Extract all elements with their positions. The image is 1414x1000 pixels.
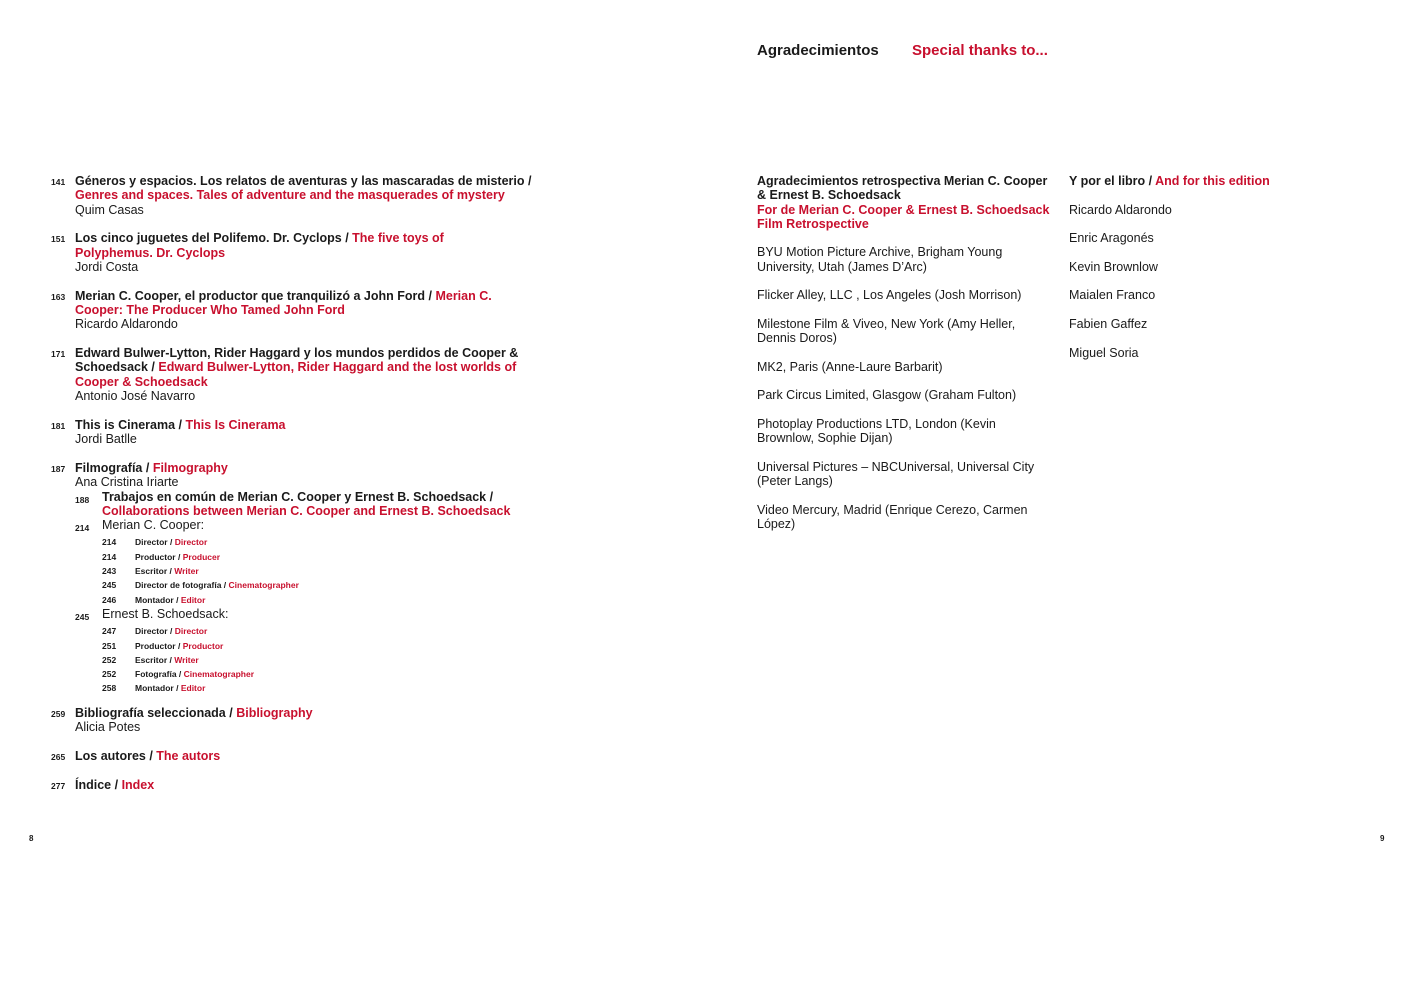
page-number: 214 xyxy=(102,537,117,548)
role-item[interactable] xyxy=(75,564,571,578)
role-es: Director / xyxy=(135,626,173,637)
role-item[interactable] xyxy=(75,639,571,653)
page-number: 246 xyxy=(102,594,117,605)
thanks-item: Flicker Alley, LLC , Los Angeles (Josh Morrison) xyxy=(757,288,1022,303)
thanks-item: Photoplay Productions LTD, London (Kevin Brownlow, Sophie Dijan) xyxy=(757,417,996,446)
toc-subentry-schoedsack[interactable] xyxy=(75,607,571,624)
thanks-item: MK2, Paris (Anne-Laure Barbarit) xyxy=(757,359,943,374)
role-item[interactable] xyxy=(75,667,571,681)
entry-title: This is Cinerama / xyxy=(75,417,182,432)
page-number: 214 xyxy=(102,551,117,562)
page-number: 252 xyxy=(102,654,117,665)
role-es: Escritor / xyxy=(135,566,172,577)
role-en: Writer xyxy=(174,654,199,665)
page-number: 277 xyxy=(51,780,66,791)
role-en: Producer xyxy=(182,551,221,562)
retro-title: Agradecimientos retrospectiva Merian C. Cooper & Ernest B. Schoedsack xyxy=(757,174,1048,203)
thanks-heading: Agradecimientos xyxy=(757,42,879,59)
thanks-item: Ricardo Aldarondo xyxy=(1069,202,1172,217)
entry-title: Géneros y espacios. Los relatos de aventuras y las mascaradas de misterio / xyxy=(75,174,532,188)
toc-entry-filmography[interactable] xyxy=(51,461,571,696)
toc-entry[interactable] xyxy=(51,174,571,217)
thanks-heading-en: Special thanks to... xyxy=(912,42,1048,59)
role-es: Director / xyxy=(135,537,173,548)
entry-title-en: The autors xyxy=(156,748,221,763)
entry-author: Ana Cristina Iriarte xyxy=(75,475,179,490)
page-number: 252 xyxy=(102,669,117,680)
page-number: 187 xyxy=(51,463,66,474)
role-item[interactable] xyxy=(75,681,571,695)
page-number: 259 xyxy=(51,708,66,719)
entry-title: Filmografía / xyxy=(75,460,150,475)
book-title: Y por el libro / xyxy=(1069,174,1153,188)
retrospective-thanks xyxy=(757,174,1053,546)
entry-author: Quim Casas xyxy=(75,202,144,217)
role-en: Cinematographer xyxy=(183,669,255,680)
role-en: Productor xyxy=(182,640,224,651)
entry-title: Merian C. Cooper, el productor que tranquilizó a John Ford / xyxy=(75,288,432,303)
page-number: 151 xyxy=(51,234,66,245)
role-en: Editor xyxy=(180,683,206,694)
entry-title: Índice / xyxy=(75,777,119,792)
retro-title-en: For de Merian C. Cooper & Ernest B. Schoedsack Film Retrospective xyxy=(757,202,1050,231)
toc-entry[interactable] xyxy=(51,706,571,735)
role-en: Cinematographer xyxy=(228,580,299,591)
entry-title-en: Index xyxy=(121,777,155,792)
thanks-item: Park Circus Limited, Glasgow (Graham Fulton) xyxy=(757,388,1017,403)
page-number: 214 xyxy=(75,523,90,534)
role-en: Director xyxy=(174,537,208,548)
thanks-item: Video Mercury, Madrid (Enrique Cerezo, Carmen López) xyxy=(757,502,1028,532)
book-title-en: And for this edition xyxy=(1155,174,1270,188)
page-number: 245 xyxy=(75,611,90,622)
cooper-role-list xyxy=(75,535,571,606)
thanks-item: BYU Motion Picture Archive, Brigham Young University, Utah (James D’Arc) xyxy=(757,245,1003,274)
entry-title-en: Edward Bulwer-Lytton, Rider Haggard and the lost worlds of Cooper & Schoedsack xyxy=(75,360,517,389)
thanks-item: Fabien Gaffez xyxy=(1069,316,1148,331)
role-item[interactable] xyxy=(75,624,571,638)
role-es: Productor / xyxy=(135,551,181,562)
entry-title-en: This Is Cinerama xyxy=(185,417,286,432)
role-es: Escritor / xyxy=(135,654,172,665)
role-en: Writer xyxy=(174,566,199,577)
table-of-contents xyxy=(51,174,571,806)
toc-subentry-cooper[interactable] xyxy=(75,518,571,535)
page-number: 258 xyxy=(102,683,117,694)
entry-author: Antonio José Navarro xyxy=(75,389,196,404)
role-es: Fotografía / xyxy=(135,669,182,680)
entry-author: Alicia Potes xyxy=(75,720,141,734)
entry-title: Los cinco juguetes del Polifemo. Dr. Cyclops / xyxy=(75,231,349,246)
toc-entry[interactable] xyxy=(51,346,571,403)
page-number: 247 xyxy=(102,626,117,637)
entry-title: Los autores / xyxy=(75,748,153,763)
toc-subentry-collaborations[interactable] xyxy=(75,490,571,519)
page-number: 163 xyxy=(51,291,66,302)
thanks-item: Miguel Soria xyxy=(1069,345,1139,360)
role-es: Director de fotografía / xyxy=(135,580,227,591)
entry-author: Ricardo Aldarondo xyxy=(75,317,178,332)
subentry-title: Ernest B. Schoedsack: xyxy=(102,606,229,621)
toc-entry[interactable] xyxy=(51,778,571,792)
entry-title-en: Merian C. Cooper: The Producer Who Tamed John Ford xyxy=(75,288,492,318)
toc-entry[interactable] xyxy=(51,749,571,763)
role-es: Montador / xyxy=(135,594,179,605)
page-number: 181 xyxy=(51,420,66,431)
page-number: 171 xyxy=(51,349,66,360)
page-number: 141 xyxy=(51,177,66,187)
thanks-item: Kevin Brownlow xyxy=(1069,259,1158,274)
entry-author: Jordi Batlle xyxy=(75,432,137,447)
page-number: 188 xyxy=(75,494,90,505)
entry-title-en: The five toys of Polyphemus. Dr. Cyclops xyxy=(75,231,444,260)
book-thanks xyxy=(1069,174,1319,374)
role-item[interactable] xyxy=(75,653,571,667)
thanks-item: Universal Pictures – NBCUniversal, Universal City (Peter Langs) xyxy=(757,459,1035,489)
thanks-item: Milestone Film & Viveo, New York (Amy Heller, Dennis Doros) xyxy=(757,316,1016,346)
role-item[interactable] xyxy=(75,550,571,564)
folio-right: 9 xyxy=(1380,834,1385,843)
entry-title-en: Filmography xyxy=(152,460,228,475)
role-es: Montador / xyxy=(135,683,179,694)
role-es: Productor / xyxy=(135,640,181,651)
entry-author: Jordi Costa xyxy=(75,259,139,274)
page-number: 243 xyxy=(102,566,117,577)
role-item[interactable] xyxy=(75,535,571,549)
page-number: 265 xyxy=(51,751,66,762)
role-en: Director xyxy=(174,626,208,637)
entry-title: Bibliografía seleccionada / xyxy=(75,705,233,720)
role-item[interactable] xyxy=(75,593,571,607)
subentry-title-en: Collaborations between Merian C. Cooper and Ernest B. Schoedsack xyxy=(102,503,511,518)
thanks-item: Enric Aragonés xyxy=(1069,231,1154,246)
schoedsack-role-list xyxy=(75,624,571,695)
entry-title-en: Genres and spaces. Tales of adventure and the masquerades of mystery xyxy=(75,188,505,203)
role-item[interactable] xyxy=(75,578,571,592)
entry-title: Edward Bulwer-Lytton, Rider Haggard y los mundos perdidos de Cooper & Schoedsack / xyxy=(75,346,519,375)
page-number: 245 xyxy=(102,580,117,591)
subentry-title: Merian C. Cooper: xyxy=(102,518,205,533)
subentry-title: Trabajos en común de Merian C. Cooper y Ernest B. Schoedsack / xyxy=(102,489,494,504)
folio-left: 8 xyxy=(29,834,34,843)
page-number: 251 xyxy=(102,640,117,651)
toc-entry[interactable] xyxy=(51,418,571,447)
toc-entry[interactable] xyxy=(51,231,571,274)
thanks-item: Maialen Franco xyxy=(1069,288,1156,303)
entry-title-en: Bibliography xyxy=(236,705,313,720)
role-en: Editor xyxy=(180,594,206,605)
toc-entry[interactable] xyxy=(51,289,571,332)
